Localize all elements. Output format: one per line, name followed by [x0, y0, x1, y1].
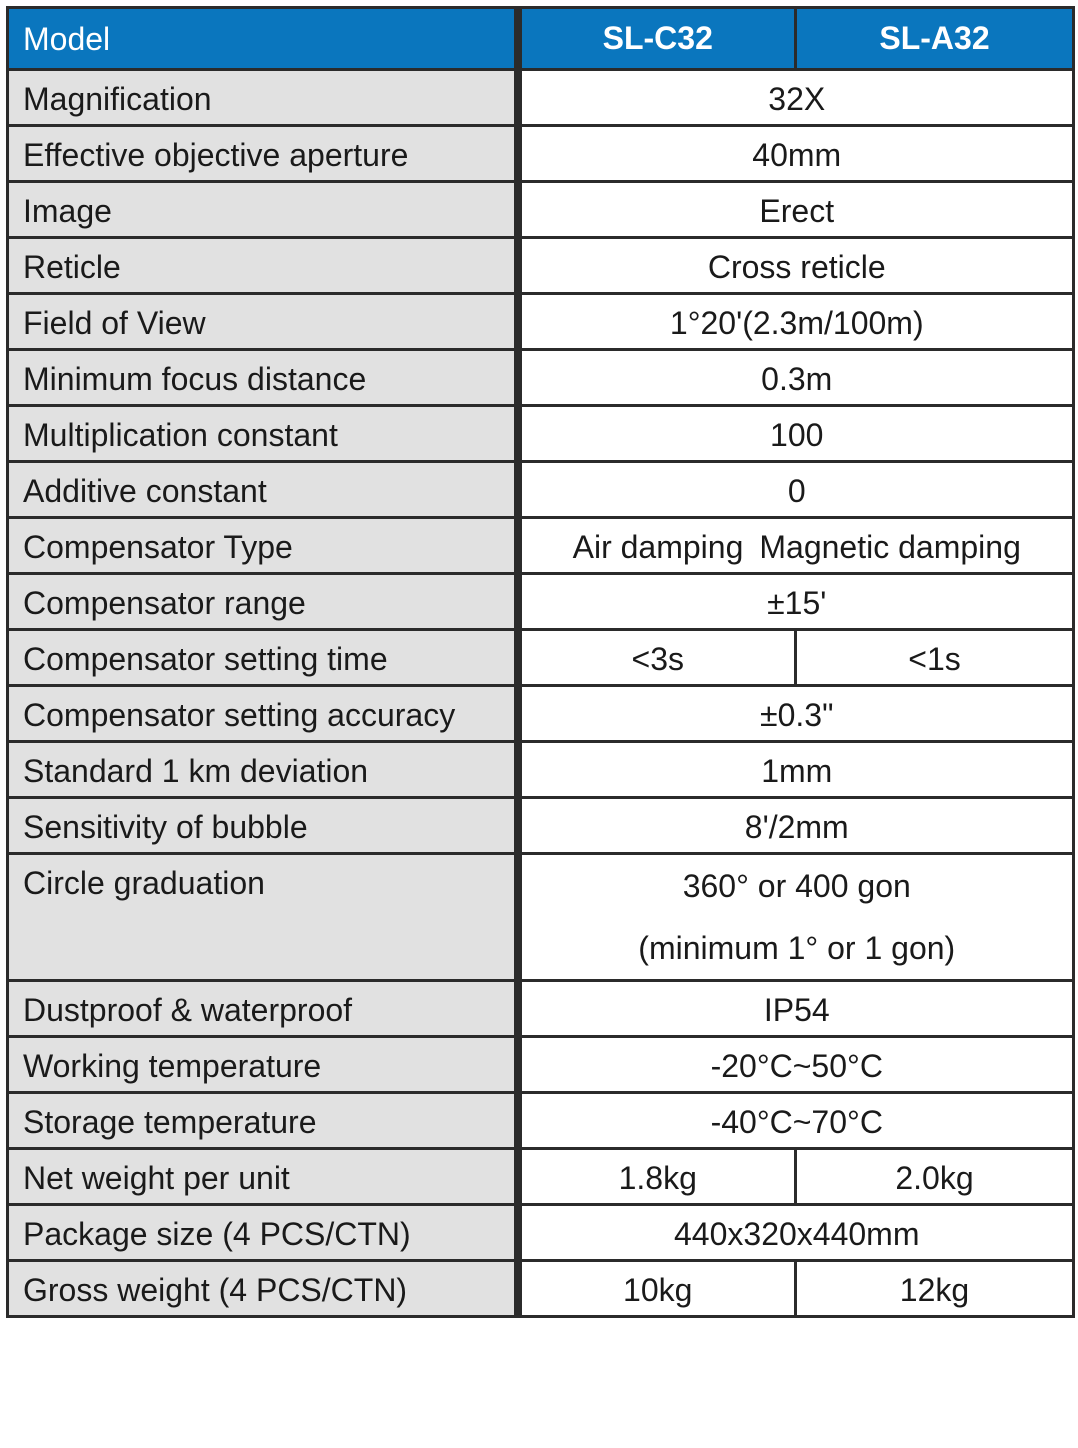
row-add-const — [8, 462, 1074, 518]
net-weight-c32: 1.8kg — [518, 1149, 796, 1205]
fov-label: Field of View — [8, 294, 518, 350]
circle-label: Circle graduation — [8, 854, 518, 981]
bubble-label: Sensitivity of bubble — [8, 798, 518, 854]
row-comp-range — [8, 574, 1074, 630]
package-size-value: 440x320x440mm — [518, 1205, 1074, 1261]
spec-table — [6, 6, 1075, 1318]
row-bubble — [8, 798, 1074, 854]
comp-accuracy-value: ±0.3" — [518, 686, 1074, 742]
model-sl-a32: SL-A32 — [796, 8, 1074, 70]
row-comp-type — [8, 518, 1074, 574]
row-storage-temp — [8, 1093, 1074, 1149]
comp-time-label: Compensator setting time — [8, 630, 518, 686]
header-row — [8, 8, 1074, 70]
comp-type-label: Compensator Type — [8, 518, 518, 574]
gross-weight-label: Gross weight (4 PCS/CTN) — [8, 1261, 518, 1317]
image-value: Erect — [518, 182, 1074, 238]
net-weight-a32: 2.0kg — [796, 1149, 1074, 1205]
add-const-label: Additive constant — [8, 462, 518, 518]
row-circle — [8, 854, 1074, 981]
row-fov — [8, 294, 1074, 350]
circle-value-line-1: 360° or 400 gon — [682, 868, 911, 904]
comp-range-value: ±15' — [518, 574, 1074, 630]
circle-value-line-2: (minimum 1° or 1 gon) — [638, 930, 956, 966]
row-package-size — [8, 1205, 1074, 1261]
model-sl-c32: SL-C32 — [518, 8, 796, 70]
row-aperture — [8, 126, 1074, 182]
row-std-deviation — [8, 742, 1074, 798]
row-gross-weight — [8, 1261, 1074, 1317]
comp-time-a32: <1s — [796, 630, 1074, 686]
dustproof-label: Dustproof & waterproof — [8, 981, 518, 1037]
row-magnification — [8, 70, 1074, 126]
comp-type-a32: Magnetic damping — [759, 529, 1021, 565]
mult-const-label: Multiplication constant — [8, 406, 518, 462]
row-comp-time — [8, 630, 1074, 686]
add-const-value: 0 — [518, 462, 1074, 518]
aperture-label: Effective objective aperture — [8, 126, 518, 182]
min-focus-label: Minimum focus distance — [8, 350, 518, 406]
reticle-value: Cross reticle — [518, 238, 1074, 294]
storage-temp-label: Storage temperature — [8, 1093, 518, 1149]
net-weight-label: Net weight per unit — [8, 1149, 518, 1205]
row-reticle — [8, 238, 1074, 294]
circle-value — [518, 854, 1074, 981]
gross-weight-c32: 10kg — [518, 1261, 796, 1317]
min-focus-value: 0.3m — [518, 350, 1074, 406]
bubble-value: 8'/2mm — [518, 798, 1074, 854]
mult-const-value: 100 — [518, 406, 1074, 462]
gross-weight-a32: 12kg — [796, 1261, 1074, 1317]
reticle-label: Reticle — [8, 238, 518, 294]
dustproof-value: IP54 — [518, 981, 1074, 1037]
std-deviation-label: Standard 1 km deviation — [8, 742, 518, 798]
comp-time-c32: <3s — [518, 630, 796, 686]
fov-value: 1°20'(2.3m/100m) — [518, 294, 1074, 350]
work-temp-label: Working temperature — [8, 1037, 518, 1093]
storage-temp-value: -40°C~70°C — [518, 1093, 1074, 1149]
comp-range-label: Compensator range — [8, 574, 518, 630]
row-net-weight — [8, 1149, 1074, 1205]
aperture-value: 40mm — [518, 126, 1074, 182]
magnification-label: Magnification — [8, 70, 518, 126]
row-comp-accuracy — [8, 686, 1074, 742]
image-label: Image — [8, 182, 518, 238]
comp-accuracy-label: Compensator setting accuracy — [8, 686, 518, 742]
comp-type-value — [518, 518, 1074, 574]
magnification-value: 32X — [518, 70, 1074, 126]
std-deviation-value: 1mm — [518, 742, 1074, 798]
row-image — [8, 182, 1074, 238]
row-dustproof — [8, 981, 1074, 1037]
package-size-label: Package size (4 PCS/CTN) — [8, 1205, 518, 1261]
comp-type-c32: Air damping — [572, 529, 744, 565]
header-model-label: Model — [8, 8, 518, 70]
row-work-temp — [8, 1037, 1074, 1093]
row-min-focus — [8, 350, 1074, 406]
work-temp-value: -20°C~50°C — [518, 1037, 1074, 1093]
row-mult-const — [8, 406, 1074, 462]
